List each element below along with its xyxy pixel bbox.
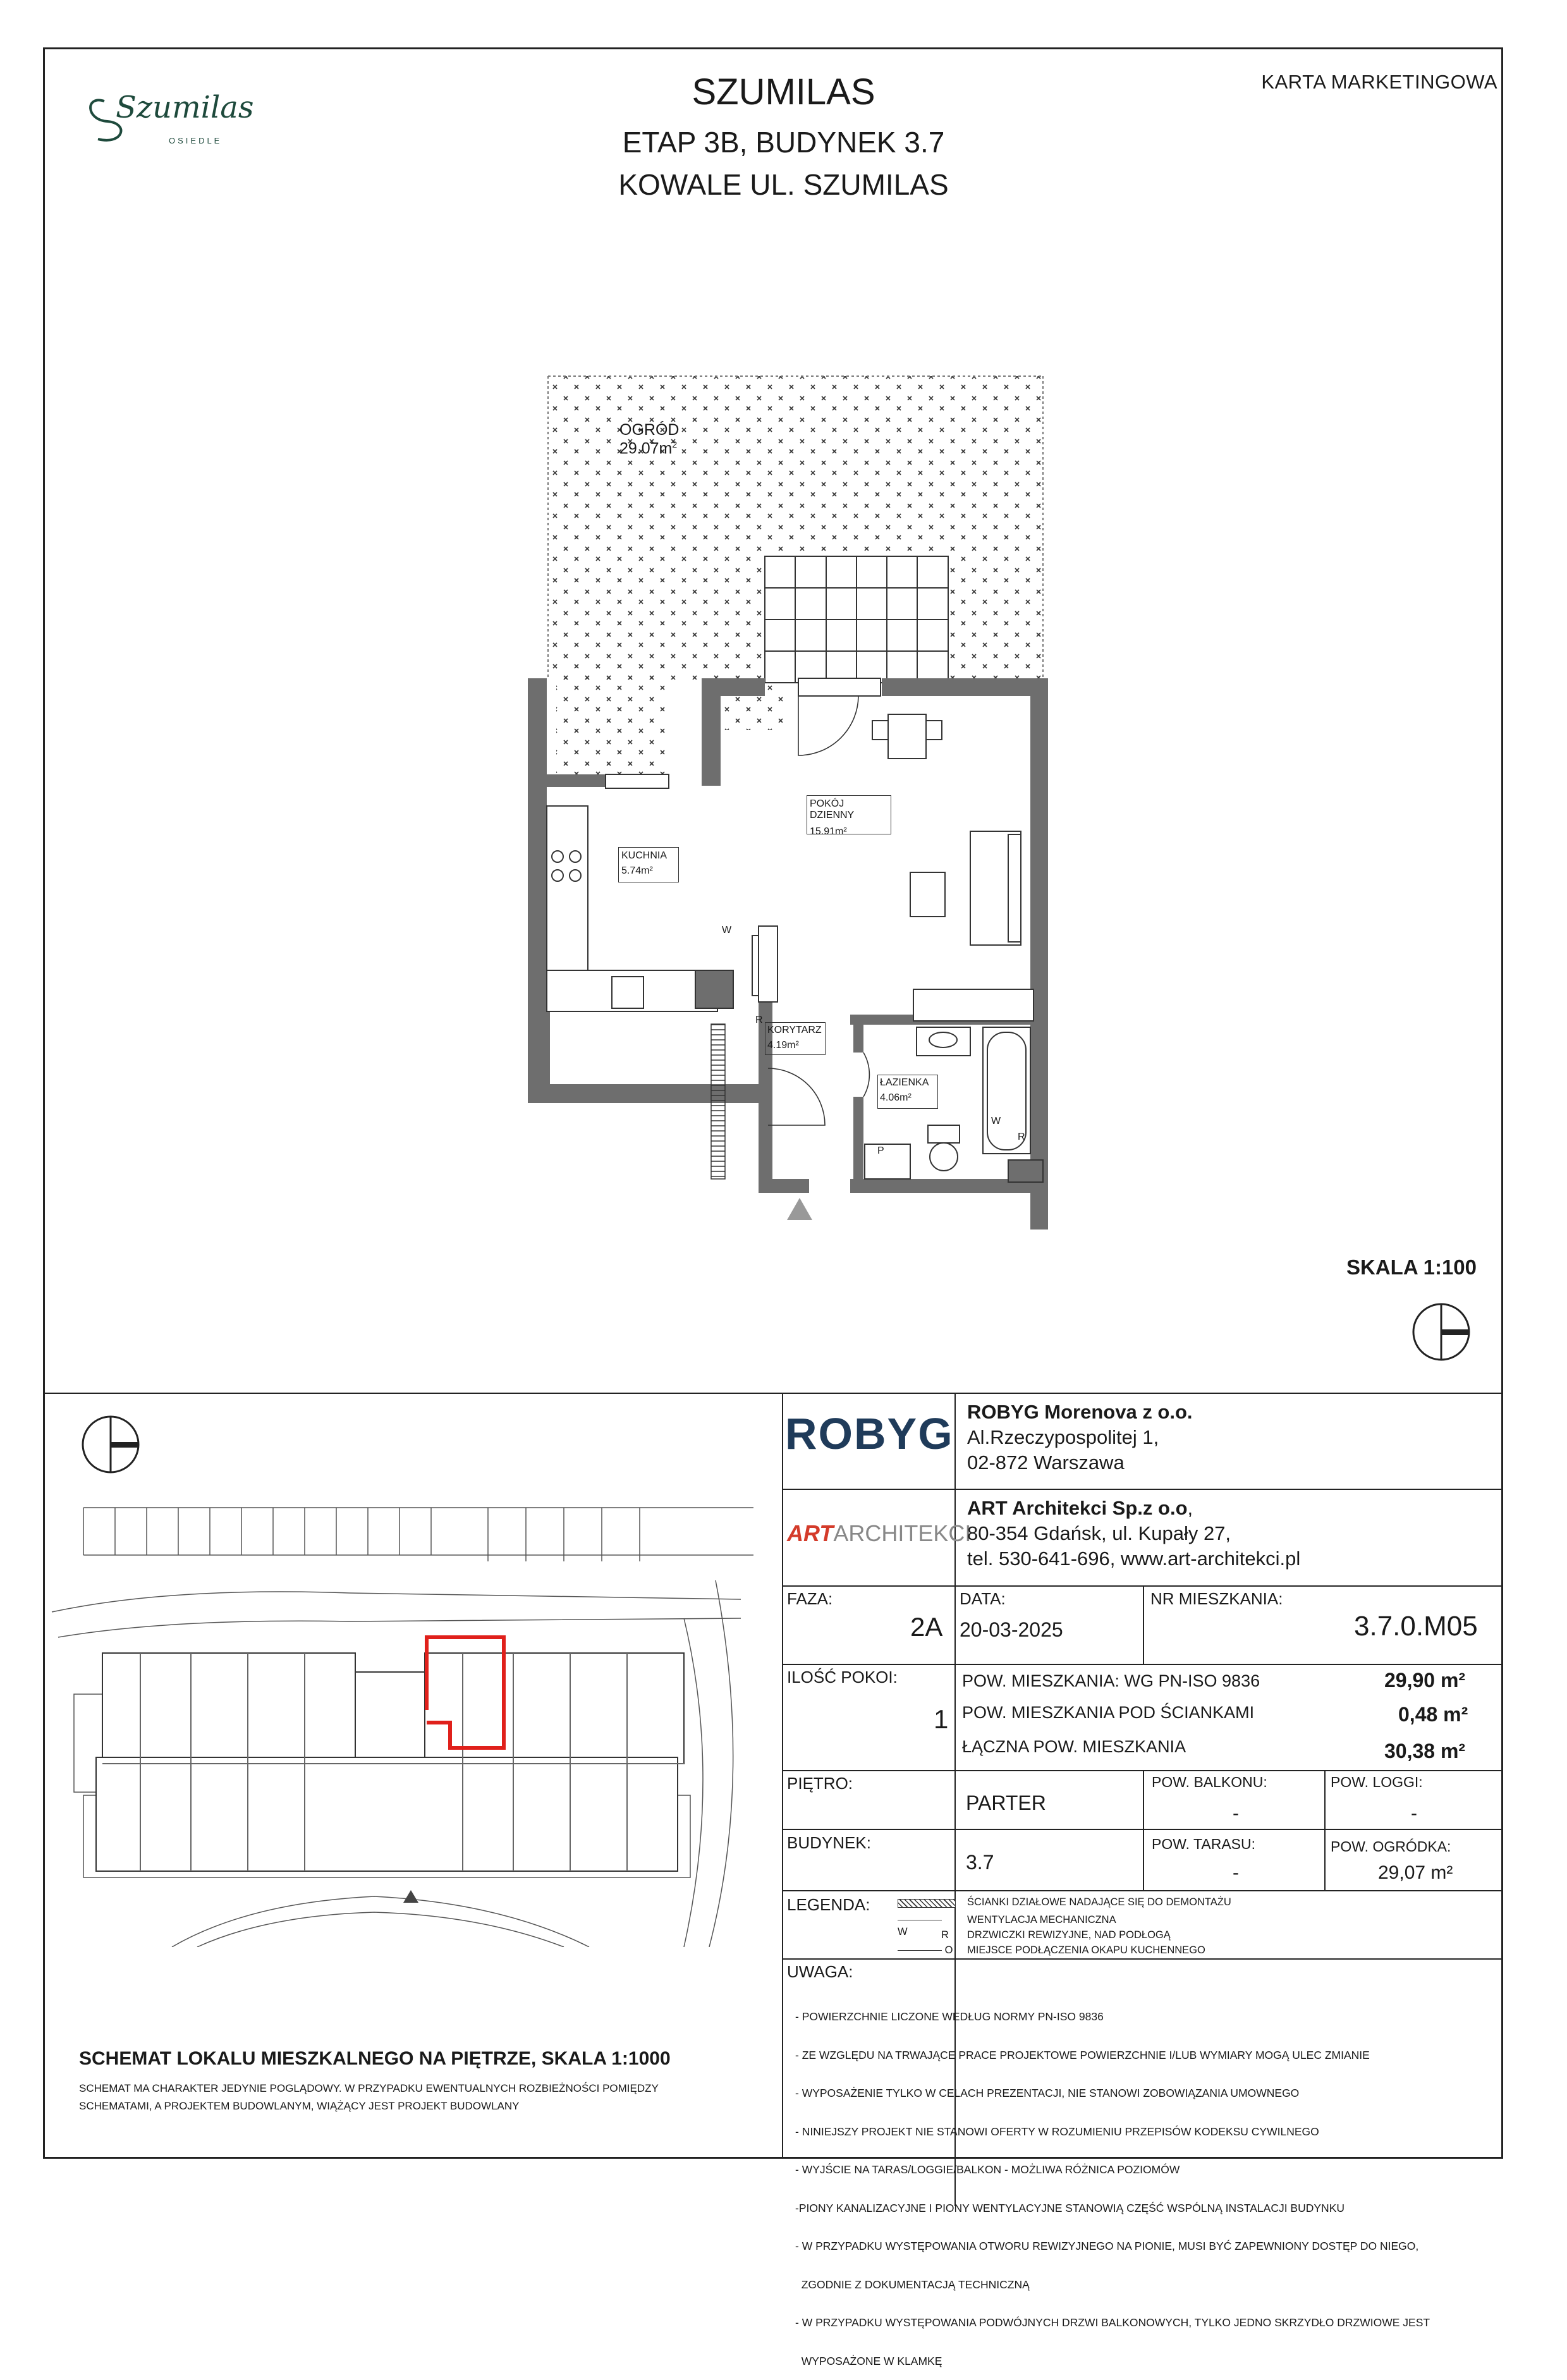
architect-address: 80-354 Gdańsk, ul. Kupały 27, bbox=[967, 1522, 1231, 1544]
ogrodek-label: POW. OGRÓDKA: bbox=[1331, 1838, 1451, 1855]
developer-name: ROBYG Morenova z o.o. bbox=[967, 1401, 1193, 1423]
door-swings bbox=[768, 696, 869, 1125]
vent-mark-bathroom: W bbox=[991, 1116, 1001, 1126]
notes-list bbox=[795, 1986, 1430, 2380]
architect-name-comma: , bbox=[1187, 1497, 1193, 1519]
architect-name bbox=[967, 1497, 1193, 1520]
pow-total-value: 30,38 m² bbox=[1384, 1740, 1466, 1762]
pow-scianki-label: POW. MIESZKANIA POD ŚCIANKAMI bbox=[962, 1703, 1255, 1722]
budynek-label: BUDYNEK: bbox=[787, 1833, 871, 1852]
site-plan bbox=[46, 1492, 779, 1947]
pokoje-label: ILOŚĆ POKOI: bbox=[787, 1668, 898, 1687]
legend-item-vent: WENTYLACJA MECHANICZNA bbox=[967, 1914, 1116, 1925]
project-subtitle-address: KOWALE UL. SZUMILAS bbox=[618, 168, 949, 201]
living-name: POKÓJ DZIENNY bbox=[810, 798, 855, 821]
corridor-name: KORYTARZ bbox=[767, 1025, 822, 1035]
col-sep-loggia bbox=[1324, 1770, 1326, 1890]
col-sep-balkon bbox=[1143, 1770, 1144, 1890]
loggia-label: POW. LOGGI: bbox=[1331, 1774, 1423, 1790]
faza-label: FAZA: bbox=[787, 1589, 833, 1608]
logo-subtext: OSIEDLE bbox=[169, 136, 223, 145]
project-subtitle-stage: ETAP 3B, BUDYNEK 3.7 bbox=[622, 126, 945, 159]
garden-name: OGRÓD bbox=[619, 421, 680, 439]
site-plan-disclaimer-1: SCHEMAT MA CHARAKTER JEDYNIE POGLĄDOWY. W PRZYPADKU EWENTUALNYCH ROZBIEŻNOŚCI POMIĘDZY bbox=[79, 2082, 659, 2094]
kitchen-name: KUCHNIA bbox=[621, 850, 668, 861]
art-logo-text: ARCHITEKCI bbox=[833, 1520, 972, 1546]
note-item: - W PRZYPADKU WYSTĘPOWANIA PODWÓJNYCH DRZWI BALKONOWYCH, TYLKO JEDNO SKRZYDŁO DRZWIOWE JEST bbox=[795, 2316, 1430, 2329]
floor-plan bbox=[518, 370, 1062, 1230]
revision-mark-bathroom: R bbox=[1018, 1132, 1025, 1142]
note-item: - W PRZYPADKU WYSTĘPOWANIA OTWORU REWIZYJNEGO NA PIONIE, MUSI BYĆ ZAPEWNIONY DOSTĘP DO NIEGO, bbox=[795, 2240, 1419, 2252]
room-label-garden bbox=[619, 421, 679, 458]
data-value: 20-03-2025 bbox=[960, 1618, 1063, 1641]
pow-mieszkania-value: 29,90 m² bbox=[1384, 1669, 1466, 1692]
site-plan-disclaimer-2: SCHEMATAMI, A PROJEKTEM BUDOWLANYM, WIĄŻĄCY JEST PROJEKT BUDOWLANY bbox=[79, 2100, 520, 2112]
pow-scianki-value: 0,48 m² bbox=[1398, 1703, 1468, 1726]
legend-symbol-revision: R bbox=[941, 1929, 949, 1941]
taras-value: - bbox=[1233, 1862, 1239, 1883]
col-sep-data bbox=[1143, 1585, 1144, 1664]
bathroom-area-value: 4.06m² bbox=[880, 1092, 912, 1103]
art-logo-mark: ART bbox=[787, 1520, 834, 1546]
row-sep-1 bbox=[782, 1489, 1503, 1490]
logo-script-text: Szumilas bbox=[116, 90, 254, 125]
data-label: DATA: bbox=[960, 1589, 1006, 1608]
note-item: - ZE WZGLĘDU NA TRWAJĄCE PRACE PROJEKTOWE POWIERZCHNIE I/LUB WYMIARY MOGĄ ULEC ZMIANIE bbox=[795, 2048, 1370, 2061]
notes-label: UWAGA: bbox=[787, 1962, 853, 1981]
note-item: ZGODNIE Z DOKUMENTACJĄ TECHNICZNĄ bbox=[795, 2278, 1030, 2291]
architect-contact: tel. 530-641-696, www.art-architekci.pl bbox=[967, 1547, 1301, 1570]
removable-partition bbox=[711, 1024, 725, 1179]
row-sep-5 bbox=[782, 1829, 1503, 1830]
revision-mark-corridor: R bbox=[755, 1015, 763, 1025]
garden-area-value: 29.07m bbox=[619, 439, 673, 458]
row-sep-7 bbox=[782, 1958, 1503, 1960]
pow-total-label: ŁĄCZNA POW. MIESZKANIA bbox=[962, 1737, 1186, 1756]
bottom-column-divider bbox=[782, 1393, 783, 2159]
developer-address-1: Al.Rzeczypospolitej 1, bbox=[967, 1426, 1159, 1448]
site-plan-caption: SCHEMAT LOKALU MIESZKALNEGO NA PIĘTRZE, SKALA 1:1000 bbox=[79, 2048, 671, 2069]
vent-mark-kitchen: W bbox=[722, 925, 732, 936]
legend-hatch-swatch bbox=[898, 1899, 956, 1908]
entry-arrow bbox=[787, 1198, 812, 1220]
shaft-mark-p: P bbox=[877, 1145, 884, 1156]
faza-value: 2A bbox=[910, 1612, 943, 1642]
note-item: WYPOSAŻONE W KLAMKĘ bbox=[795, 2354, 942, 2367]
room-label-corridor bbox=[765, 1022, 826, 1055]
site-entry-arrow bbox=[403, 1890, 418, 1903]
room-label-bathroom bbox=[877, 1075, 938, 1109]
legend-item-partition: ŚCIANKI DZIAŁOWE NADAJĄCE SIĘ DO DEMONTAŻU bbox=[967, 1896, 1231, 1908]
site-building bbox=[96, 1653, 684, 1871]
pietro-value: PARTER bbox=[966, 1791, 1046, 1814]
legend-item-revision: DRZWICZKI REWIZYJNE, NAD PODŁOGĄ bbox=[967, 1929, 1171, 1941]
note-item: - NINIEJSZY PROJEKT NIE STANOWI OFERTY W ROZUMIENIU PRZEPISÓW KODEKSU CYWILNEGO bbox=[795, 2125, 1319, 2138]
bottom-separator bbox=[43, 1393, 1503, 1394]
legend-label: LEGENDA: bbox=[787, 1895, 870, 1914]
robyg-logo: ROBYG bbox=[785, 1409, 954, 1458]
balkon-value: - bbox=[1233, 1803, 1239, 1824]
developer-address-2: 02-872 Warszawa bbox=[967, 1451, 1125, 1474]
kitchen-area-value: 5.74m² bbox=[621, 865, 653, 876]
note-item: - POWIERZCHNIE LICZONE WEDŁUG NORMY PN-ISO 9836 bbox=[795, 2010, 1104, 2023]
note-item: - WYPOSAŻENIE TYLKO W CELACH PREZENTACJI, NIE STANOWI ZOBOWIĄZANIA UMOWNEGO bbox=[795, 2087, 1300, 2099]
loggia-value: - bbox=[1411, 1803, 1417, 1824]
budynek-value: 3.7 bbox=[966, 1851, 994, 1874]
nr-mieszkania-value: 3.7.0.M05 bbox=[1354, 1611, 1478, 1642]
note-item: - WYJŚCIE NA TARAS/LOGGIE/BALKON - MOŻLIWA RÓŻNICA POZIOMÓW bbox=[795, 2163, 1180, 2176]
row-sep-3 bbox=[782, 1664, 1503, 1665]
north-arrow-icon bbox=[1410, 1300, 1473, 1364]
site-north-arrow-icon bbox=[79, 1413, 142, 1476]
plan-scale: SKALA 1:100 bbox=[1346, 1255, 1477, 1279]
living-area-value: 15.91m² bbox=[810, 826, 847, 837]
ogrodek-value: 29,07 m² bbox=[1378, 1862, 1453, 1883]
pietro-label: PIĘTRO: bbox=[787, 1774, 853, 1793]
col-sep-faza bbox=[954, 1585, 956, 1664]
note-item: -PIONY KANALIZACYJNE I PIONY WENTYLACYJNE STANOWIĄ CZĘŚĆ WSPÓLNĄ INSTALACJI BUDYNKU bbox=[795, 2201, 1345, 2214]
legend-symbol-hood bbox=[898, 1944, 954, 1956]
taras-label: POW. TARASU: bbox=[1152, 1836, 1256, 1852]
pow-mieszkania-label: POW. MIESZKANIA: WG PN-ISO 9836 bbox=[962, 1671, 1260, 1690]
garden-area-sup: 2 bbox=[672, 439, 678, 449]
balkon-label: POW. BALKONU: bbox=[1152, 1774, 1267, 1790]
pokoje-value: 1 bbox=[934, 1704, 949, 1734]
room-label-living bbox=[807, 795, 891, 837]
legend-hood-letter: O bbox=[944, 1944, 953, 1956]
document-type-label: KARTA MARKETINGOWA bbox=[1261, 71, 1497, 93]
legend-item-hood: MIEJSCE PODŁĄCZENIA OKAPU KUCHENNEGO bbox=[967, 1944, 1205, 1956]
kitchen-furniture bbox=[547, 806, 733, 1011]
nr-mieszkania-label: NR MIESZKANIA: bbox=[1150, 1589, 1283, 1608]
row-sep-6 bbox=[782, 1890, 1503, 1891]
bathroom-name: ŁAZIENKA bbox=[880, 1077, 929, 1088]
terrace-tiles bbox=[765, 556, 948, 683]
room-label-kitchen bbox=[618, 847, 679, 882]
art-architekci-logo bbox=[787, 1520, 971, 1547]
living-furniture bbox=[752, 714, 1033, 1021]
legend-vent-letter: W bbox=[898, 1926, 908, 1938]
corridor-area-value: 4.19m² bbox=[767, 1040, 799, 1051]
architect-name-text: ART Architekci Sp.z o.o bbox=[967, 1497, 1188, 1519]
project-title: SZUMILAS bbox=[692, 71, 875, 113]
